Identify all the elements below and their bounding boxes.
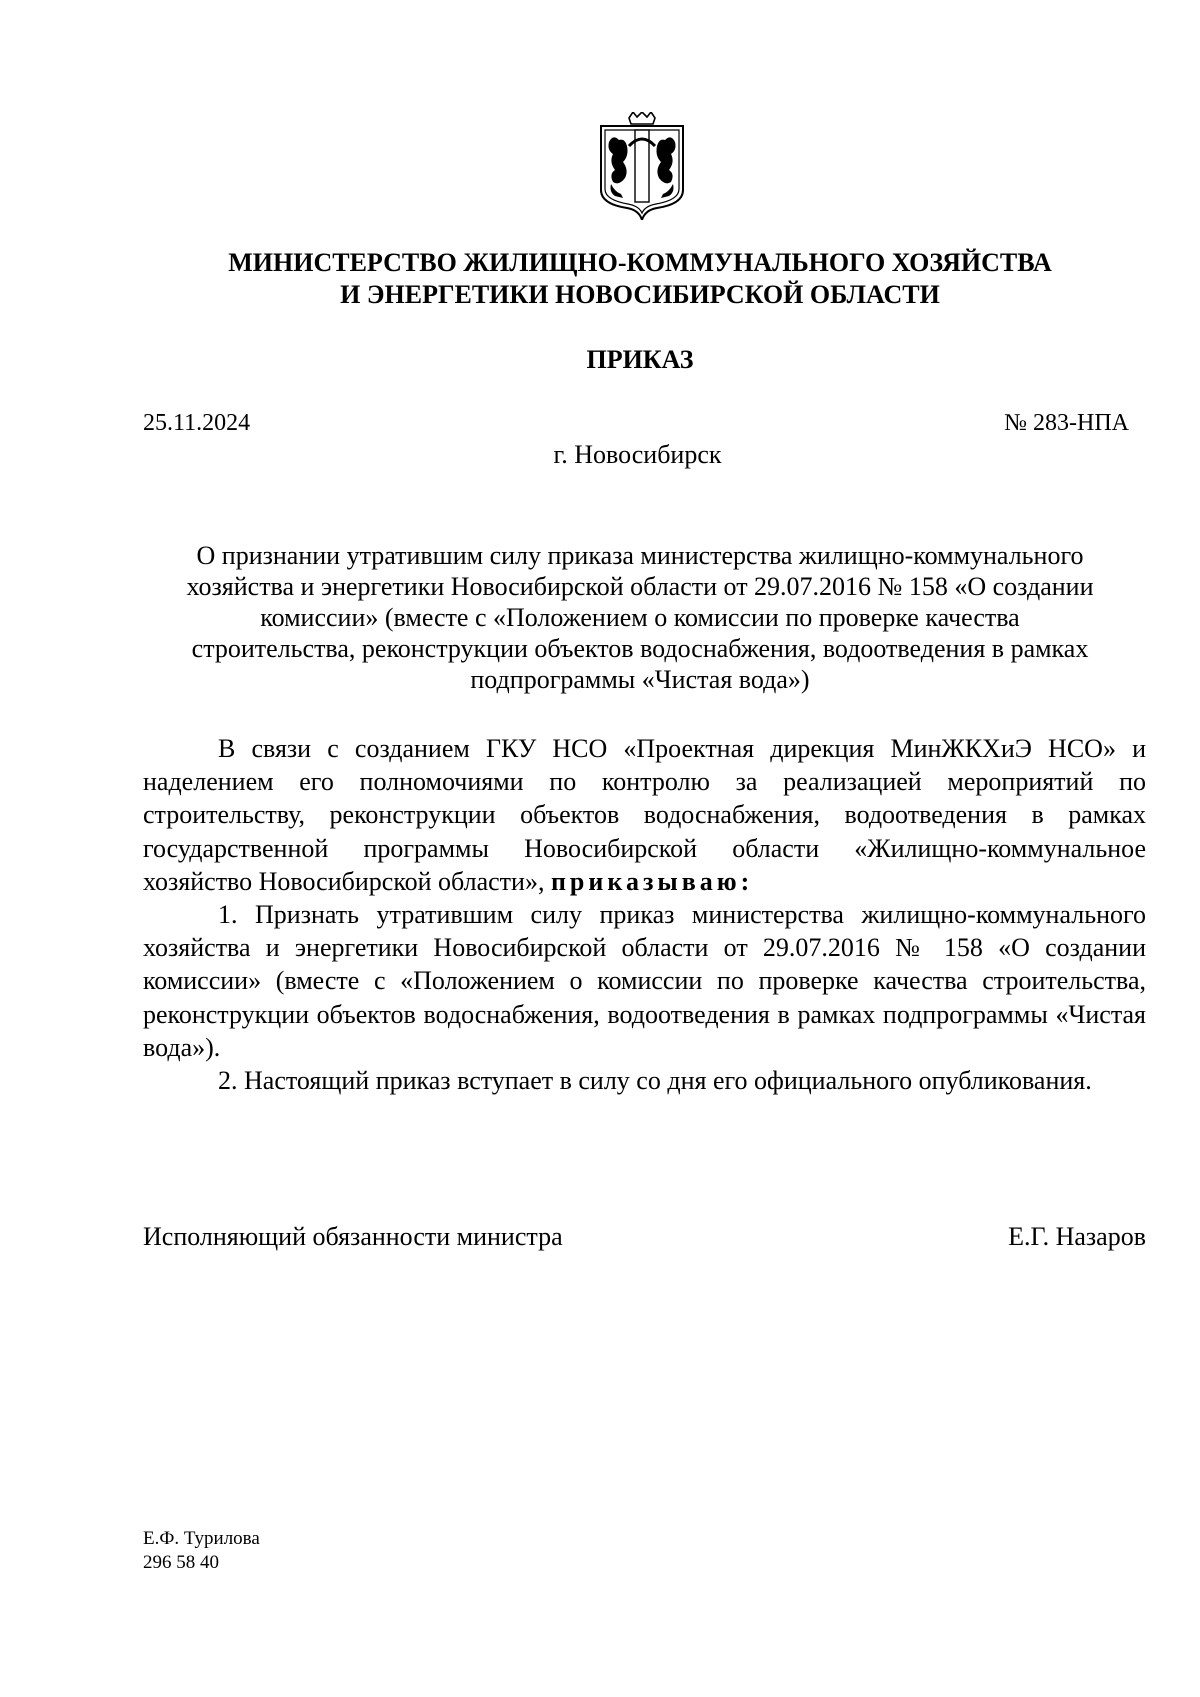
- document-date: 25.11.2024: [143, 410, 251, 436]
- document-city: г. Новосибирск: [553, 440, 722, 469]
- subject-line: комиссии» (вместе с «Положением о комиссии по проверке качества: [260, 603, 1020, 632]
- subject-line: строительства, реконструкции объектов водоснабжения, водоотведения в рамках: [191, 634, 1089, 663]
- document-subject: [143, 540, 1137, 695]
- order-item-1: 1. Признать утратившим силу приказ министерства жилищно-коммунального хозяйства и энергетики Новосибирской области от 29.07.2016 № 158 «О создании комиссии» (вместе с «Положением о комиссии по проверке качества строительства, реконструкции объектов водоснабжения, водоотведения в рамках подпрограммы «Чистая вода»).: [143, 900, 1146, 1062]
- document-body: [143, 732, 1146, 1097]
- executor-name: Е.Ф. Турилова: [143, 1528, 260, 1549]
- ministry-name: [150, 247, 1130, 311]
- executor-info: [143, 1527, 260, 1575]
- ministry-name-line1: МИНИСТЕРСТВО ЖИЛИЩНО-КОММУНАЛЬНОГО ХОЗЯЙСТВА: [228, 248, 1052, 277]
- subject-line: О признании утратившим силу приказа министерства жилищно-коммунального: [196, 541, 1084, 570]
- document-type: ПРИКАЗ: [586, 345, 694, 374]
- subject-line: подпрограммы «Чистая вода»): [470, 665, 810, 694]
- order-word: приказываю:: [550, 866, 754, 896]
- subject-line: хозяйства и энергетики Новосибирской области от 29.07.2016 № 158 «О создании: [186, 572, 1094, 601]
- preamble-text: В связи с созданием ГКУ НСО «Проектная дирекция МинЖКХиЭ НСО» и наделением его полномочиями по контролю за реализацией мероприятий по строительству, реконструкции объектов водоснабжения, водоотведения в рамках государственной программы Новосибирской области «Жилищно-коммунальное хозяйство Новосибирской области»,: [143, 734, 1146, 896]
- signatory-name: Е.Г. Назаров: [1008, 1222, 1146, 1251]
- document-number: № 283-НПА: [1004, 410, 1129, 436]
- coat-of-arms-icon: [599, 112, 685, 220]
- executor-phone: 296 58 40: [143, 1552, 219, 1573]
- ministry-name-line2: И ЭНЕРГЕТИКИ НОВОСИБИРСКОЙ ОБЛАСТИ: [340, 280, 940, 309]
- order-item-2: 2. Настоящий приказ вступает в силу со дня его официального опубликования.: [218, 1066, 1092, 1096]
- signatory-role: Исполняющий обязанности министра: [143, 1222, 563, 1251]
- preamble-paragraph: [143, 732, 1146, 898]
